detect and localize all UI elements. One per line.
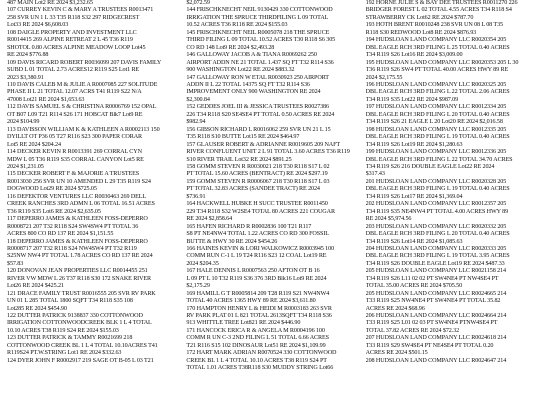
listing-line: T21 R116 S15 102 DINOSAUR Lot51 RE 2024 $1,109.99 bbox=[186, 342, 326, 349]
listing-line: T36 R119 S26 SW4 PT TOTAL 40.00 ACRES HWY 89 RE bbox=[365, 67, 509, 74]
listing-line: 207 HUDSLOAN LAND COMPANY LLC R0024618 214 bbox=[365, 335, 507, 342]
listing-line: 156 GIBSON RICHARD L R0016062 259 SVR UN 21 L 15 bbox=[186, 126, 331, 133]
listing-line: IRRIGATION COTTONWOODCREEK BLK 1 L 4 TOTAL bbox=[7, 320, 152, 327]
listing-line: 2024 $204.35 bbox=[186, 260, 219, 267]
listing-line: 108 DAIGLE PROPERTY AND INVESTMENT LLC bbox=[7, 29, 137, 36]
listing-line: 122 DUTTER PATRICK 9138837 330 COTTONWOOD bbox=[7, 313, 143, 320]
listing-line: R0014415 269 ALPINE RETREAT 2 L 45 T36 R119 bbox=[7, 37, 133, 44]
listing-line: 194 HUDSLOAN LAND COMPANY LLC R0020354 205 bbox=[365, 37, 507, 44]
listing-line: ACRES RE 2024 $68.96 bbox=[365, 305, 425, 312]
listing-line: 144 FRISCHKNECHT NEIL 9130429 330 COTTONWOOD bbox=[186, 7, 333, 14]
listing-line: $2,300.84 bbox=[186, 96, 210, 103]
listing-line: 158 GOMM STEVEN R R0030021 218 T30 R118 S17 L 02 bbox=[186, 163, 330, 170]
listing-line: DBL EAGLE RCH 3RD FILING L 19 TOTAL 0.40 ACRES bbox=[365, 186, 510, 193]
listing-line: DBL EAGLE RCH 3RD FILING L 19 TOTAL 0.40 ACRES bbox=[365, 134, 510, 141]
listing-line: TOTAL 35.00 ACRES RE 2024 $705.50 bbox=[365, 283, 463, 290]
listing-line: TOTAL 1.01 ACRES T38R118 S30 MUDDY STRING Lot66 bbox=[186, 365, 334, 372]
listing-line: 110 DAVIS CALEB M & JULIE A R0007085 227 SOLITUDE bbox=[7, 81, 158, 88]
listing-line: 258 SVR UN 1 L 33 T35 R118 S32 297 RIDGECREST bbox=[7, 14, 140, 21]
listing-line: 900 WASHINGTON Lot22 RE 2024 $883.32 bbox=[186, 67, 295, 74]
listing-line: 206 HUDSLOAN LAND COMPANY LLC R0024664 214 bbox=[365, 313, 507, 320]
listing-line: 202 HUDSLOAN LAND COMPANY LLC R0012357 205 bbox=[365, 201, 507, 208]
listing-line: PHASE II L 21 TOTAL 12.07 ACRS T41 R119 S22 N/A bbox=[7, 89, 142, 96]
listing-line: T34 R119 S26 Lot17 RE 2024 $1,369.04 bbox=[365, 193, 463, 200]
listing-line: BRIDGER FOREST L 02 TOTAL 4.55 ACRES T34 R118 S4 bbox=[365, 7, 512, 14]
listing-line: T33 R119 S25 NW4NE4 PT SW4NE4 PT TOTAL 35.82 bbox=[365, 298, 501, 305]
listing-line: DBL EAGLE RCH 3RD FILING L 25 TOTAL 0.40 ACRES bbox=[365, 44, 510, 51]
listing-line: COTTONWOOD CREEK BL 1 L 4 TOTAL 10.10ACRES T41 bbox=[7, 342, 158, 349]
listing-line: PT TOTAL 32.83 ACRES (SANDEE TRACT) RE 2024 bbox=[186, 186, 320, 193]
listing-line: 913 WHITTLE TREE Lot821 RE 2024 $446.90 bbox=[186, 320, 301, 327]
listing-line: 10.52 ACRES T36 R118 RE 2024 $155.03 bbox=[186, 22, 288, 29]
listing-line: 204 HUDSLOAN LAND COMPANY LLC R0020333 205 bbox=[365, 245, 507, 252]
listing-line: 229 T34 R118 S32 W2SE4 TOTAL 80 ACRES 221 COUGAR bbox=[186, 208, 335, 215]
listing-column-2 bbox=[186, 0, 357, 400]
listing-line: RV PARK PLAT 01 L 821 TOTAL 2613SQFT T34 R118 S36 bbox=[186, 313, 332, 320]
listing-line: 172 HART MARK ADRIAN R0070524 330 COTTONWOOD bbox=[186, 350, 337, 357]
listing-line: $2,175.29 bbox=[186, 283, 210, 290]
listing-line: T33 R119 S25 L01 02 03 PT SW4NE4 PTNW4SE4 PT bbox=[365, 320, 498, 327]
listing-line: IMPROVEMENT ONLY 900 WASHINGTON RE 2024 bbox=[186, 89, 321, 96]
listing-line: S10 RIVER TRAIL Lot32 RE 2024 $891.25 bbox=[186, 156, 292, 163]
listing-line: 203 HUDSLOAN LAND COMPANY LLC R0020332 205 bbox=[365, 223, 507, 230]
listing-line: UN 01 L 285 TOTAL 1800 SQFT T34 R118 S35 108 bbox=[7, 298, 133, 305]
listing-line: 121 DRACE FAMILY TRUST R0016555 205 SVR RV PARK bbox=[7, 290, 156, 297]
listing-line: 2023 $3,380.91 bbox=[7, 74, 44, 81]
listing-line: T35 R118 S10 BUTTE Lot15 RE 2024 $464.97 bbox=[186, 134, 300, 141]
listing-line: L 09 PT L 10 T32 R119 S36 376 3RD Blk16 Lot9 RE 2024 bbox=[186, 275, 327, 282]
listing-line: 124 DYER JOHN F R0002917 219 SAGE OT B-05 L 03 T21 bbox=[7, 357, 154, 364]
listing-line: 145 FRISCHKNECHT NEIL R0005078 218 THE SPRUCE bbox=[186, 29, 330, 36]
listing-line: 192 HORNE JULIE S & BAY DEE TRUSTEES R0011270 226 bbox=[365, 0, 518, 6]
listing-line: Lot285 RE 2024 $454.90 bbox=[7, 305, 67, 312]
listing-line: RE 2024 $5,974.56 bbox=[365, 216, 412, 223]
listing-line: 10.10 ACRES T38 R119 S24 RE 2024 $155.03 bbox=[7, 327, 119, 334]
listing-line: 115 DECKER ROBERT F & MAJORIE A TRUSTEES bbox=[7, 171, 140, 178]
listing-line: 157 GLAUSER ROBERT & ADRIANNE R0019605 209 NAFT bbox=[186, 141, 341, 148]
listing-line: ACRES 800 CO RD 137 RE 2024 $1,151.55 bbox=[7, 231, 114, 238]
listing-line: ACRES RE 2024 $501.15 bbox=[365, 350, 428, 357]
listing-line: TOTAL 37.82 ACRES RE 2024 $72.32 bbox=[365, 327, 460, 334]
listing-line: 198 HUDSLOAN LAND COMPANY LLC R0012335 205 bbox=[365, 126, 507, 133]
listing-line: OT B07 L09 T21 R114 S26 171 HOBCAT Blk7 Lot9 RE bbox=[7, 111, 143, 118]
listing-line: T34 R119 S35 NE4NW4 PT TOTAL 4.00 ACRES HWY 89 bbox=[365, 208, 509, 215]
listing-line: 208 HUDSLOAN LAND COMPANY LLC R0024647 214 bbox=[365, 357, 507, 364]
listing-line: RIVER CONFLUENT UNIT 2 L 91 TOTAL 3.60 ACRES T36 R119 bbox=[186, 149, 350, 156]
listing-line: DBL EAGLE RCH 3RD FILING L 20 TOTAL 0.40 ACRES bbox=[365, 231, 510, 238]
listing-line: T34 R119 S26 L11 02 02 PT SW4NE4 PT NW4SE4 PT bbox=[365, 275, 499, 282]
listing-line: 197 HUDSLOAN LAND COMPANY LLC R0012334 205 bbox=[365, 104, 507, 111]
listing-line: RIVER VW MDW L 26 T37 R118 S30 172 SNAKE RIVER bbox=[7, 275, 152, 282]
listing-line: SHOTOL 0.80 ACRES ALPINE MEADOW LOOP Lot45 bbox=[7, 44, 146, 51]
listing-column-3 bbox=[366, 0, 537, 400]
listing-line: 169 HAMILL G T R0005814 209 T28 R119 S21 NW4NW4 bbox=[186, 290, 330, 297]
listing-line: T34 R119 S35 Lot22 RE 2024 $987.09 bbox=[365, 96, 459, 103]
listing-line: 114 DECKER KEVIN R R0013391 269 CORRAL CYN bbox=[7, 149, 142, 156]
listing-line: 2024 $1,231.05 bbox=[7, 163, 44, 170]
listing-line: 107 CURREY KEVIN C & MARY A TRUSTEES R0013471 bbox=[7, 7, 154, 14]
listing-line: 205 HUDSLOAN LAND COMPANY LLC R0021158 214 bbox=[365, 268, 506, 275]
listing-line: 487 MAIN Lot2 RE 2024 $3,232.65 bbox=[7, 0, 93, 6]
listing-line: SUBD L 01 TOTAL 2.73 ACRES12 R119 S25 Lot1 RE bbox=[7, 67, 140, 74]
listing-line: PT TOTAL 15.60 ACRES (BENTRACT) RE 2024 $297.19 bbox=[186, 171, 328, 178]
listing-line: 146 GALLOWAY JACOB A & TIANA R0069262 250 bbox=[186, 52, 317, 59]
listing-line: 113 DAVISSON WILLIAM K & KATHLEEN A R0002113 150 bbox=[7, 126, 160, 133]
listing-line: R118 S30 REDWOOD Lot8 RE 2024 $876.93 bbox=[365, 29, 477, 36]
listing-line: 166 HAINES KEVIN & LORI WALKOWICZ R0003945 100 bbox=[186, 245, 335, 252]
listing-line: DBL EAGLE RCH 3RD FILING L 20 TOTAL 0.40 ACRES bbox=[365, 111, 510, 118]
listing-line: Lot33 RE 2024 $6,608.03 bbox=[7, 22, 69, 29]
listing-line: IRRIGATION THE SPRUCE THIRDFILING L 09 TOTAL bbox=[186, 14, 329, 21]
listing-line: 193 HOTH BRENT R0010248 238 SVR UN 08 L 08 T35 bbox=[365, 22, 503, 29]
legal-notice-page bbox=[7, 0, 537, 400]
listing-line: 2024 $104.99 bbox=[7, 119, 40, 126]
listing-line: MDW L 05 T36 R119 S35 CORRAL CANYON Lot5 RE bbox=[7, 156, 144, 163]
listing-line: 123 DUTTER PATRICK & TAMMY R0021699 218 bbox=[7, 335, 133, 342]
listing-line: 199 HUDSLOAN LAND COMPANY LLC R0012336 205 bbox=[365, 149, 507, 156]
listing-line: 201 HUDSLOAN LAND COMPANY LLC R0020328 205 bbox=[365, 178, 507, 185]
listing-line: AIRPORT ADDN NE 21 TOTAL 1.437 SQ FT T32 R114 S36 bbox=[186, 59, 334, 66]
listing-line: T34 R119 S26 Lot19 RE 2024 $1,280.63 bbox=[365, 141, 463, 148]
listing-line: 117 DEPERRO JAMES & KATHLEEN FOSS-DEPERRO bbox=[7, 216, 148, 223]
listing-line: 116 DEFEKTOR VENTURES LLC R0030463 269 DELL bbox=[7, 193, 147, 200]
listing-line: DOGWOOD Lot29 RE 2024 $725.05 bbox=[7, 186, 97, 193]
listing-line: 147 GALLOWAY RON W ETAL R0030923 250 AIRPORT bbox=[186, 74, 329, 81]
listing-line: 164 HACKWELL HUBKE H SUCC TRUSTEE R0011450 bbox=[186, 201, 328, 208]
listing-line: 2024 $2,175.55 bbox=[365, 74, 403, 81]
listing-line: R0008717 207 T32 R118 S24 NW4SW4 PT T32 R119 bbox=[7, 245, 137, 252]
listing-line: T34 R119 S26 21 EAGLE L 20 Lot20 RE 2024 $2,016.58 bbox=[365, 119, 503, 126]
listing-line: R0013030 256 SVR UN 10 AMENDED L 29 T35 R119 S24 bbox=[7, 178, 151, 185]
listing-line: ADDN II L 22 TOTAL 14375 SQ FT T32 R114 S36 bbox=[186, 81, 310, 88]
listing-line: 159 GOMM STEVEN R R0006067 218 T30 R118 S17 L 03 bbox=[186, 178, 330, 185]
listing-line: CREEK BL 1 L 4 TOTAL 10.10 ACRES T38 R119 S24 PT bbox=[186, 357, 327, 364]
listing-line: RE 2024 $2,858.64 bbox=[186, 216, 233, 223]
listing-line: 118 DEPERRO JAMES & KATHLEEN FOSS-DEPERRO bbox=[7, 238, 148, 245]
listing-line: 109 DAVIS RICARD ROBERT R0036099 207 DAVIS FAMILY bbox=[7, 59, 162, 66]
listing-line: T34 R119 S26 Lot14 RE 2024 $1,085.63 bbox=[365, 238, 463, 245]
listing-line: DYILLT OT P36 05 T27 R116 S23 300 PAPER CORAR bbox=[7, 134, 143, 141]
listing-line: T34 R119 S26 Lot16 RE 2024 $3,009.00 bbox=[365, 52, 463, 59]
listing-line: 196 HUDSLOAN LAND COMPANY LLC R0020325 205 bbox=[365, 81, 507, 88]
listing-line: S8 PT NE4NW4 TOTAL 1.22 ACRES CO RD 300 FOSSIL bbox=[186, 231, 329, 238]
listing-line: S25NW NW4 PT TOTAL 1.78 ACRES CO RD 137 RE 2024 bbox=[7, 253, 153, 260]
listing-line: COMM R UN C-3 2ND FILING L 51 TOTAL 6.66 ACRES bbox=[186, 335, 329, 342]
listing-line: 167 HALE DENNIS L R0007563 250 AFTON OT B 16 bbox=[186, 268, 320, 275]
listing-line: CREEK RANCHES 3RD ADMN L 06 TOTAL 16.51 ACRES bbox=[7, 201, 155, 208]
listing-line: T33 R119 S29 SW4SE4 PT NE4SE4 PT TOTAL 0.20 bbox=[365, 342, 494, 349]
listing-column-1 bbox=[7, 0, 178, 400]
listing-line: 205 HUDSLOAN LAND COMPANY LLC R0024665 214 bbox=[365, 290, 507, 297]
listing-line: $2,072.59 bbox=[186, 0, 210, 6]
listing-line: 112 DAVIS SAMUEL S & CHRISTINA R0006769 152 OPAL bbox=[7, 104, 157, 111]
listing-line: THIRD FILING L 09 TOTAL 10.52 ACRES T30 R118 S6 305 bbox=[186, 37, 336, 44]
listing-line: Lot26 RE 2024 $425.21 bbox=[7, 283, 64, 290]
listing-line: $317.43 bbox=[365, 171, 385, 178]
listing-line: DBL EAGLE RCH 3RD FILING L 22 TOTAL 34.70 ACRES bbox=[365, 156, 513, 163]
listing-line: R0008721 207 T32 R118 S24 SW4SW4 PT TOTAL 36 bbox=[7, 223, 139, 230]
listing-line: $982.94 bbox=[186, 119, 206, 126]
listing-line: RE 2024 $776.88 bbox=[7, 52, 49, 59]
listing-line: TOTAL 40 ACRES 1365 HWY 89 RE 2024 $3,611.80 bbox=[186, 298, 316, 305]
listing-line: T34 R119 S26 216 DOUBLE EAGLE Lot22 RE 2024 bbox=[365, 163, 495, 170]
listing-line: 47008 Lot21 RE 2024 $1,653.63 bbox=[7, 96, 85, 103]
listing-line: $736.91 bbox=[186, 193, 206, 200]
listing-line: $57.83 bbox=[7, 260, 24, 267]
listing-line: BUTTE & HWY 30 RE 2024 $454.26 bbox=[186, 238, 278, 245]
listing-line: STRAWBERRY CK Lot62 RE 2024 $787.70 bbox=[365, 14, 474, 21]
listing-line: 226 T34 R118 S20 SE4SE4 PT TOTAL 0.50 ACRES RE 2024 bbox=[186, 111, 335, 118]
listing-line: DBL EAGLE RCH 3RD FILING L 22 TOTAL 2.06 ACRES bbox=[365, 89, 510, 96]
listing-line: 195 HUDSLOAN LAND COMPANY LLC R0020353 205 L 30 bbox=[365, 59, 519, 66]
listing-line: 165 HAFEN RICHARD R R0002836 100 T21 R117 bbox=[186, 223, 312, 230]
listing-line: CO RD 148 Lot9 RE 2024 $2,493.28 bbox=[186, 44, 275, 51]
listing-line: T34 R119 S26 DOUBLE EAGLE Lot19 RE 2024 $487.33 bbox=[365, 260, 505, 267]
listing-line: 171 HANCOCK ERICA R & ANGELA M R0004196 100 bbox=[186, 327, 325, 334]
listing-line: R119S24 PT.W.STRING Lot1 RE 2024 $332.63 bbox=[7, 350, 122, 357]
listing-line: Lot5 RE 2024 $204.24 bbox=[7, 141, 61, 148]
listing-line: 152 GEDDES JOEL III & JESSICA TRUSTEES R0027386 bbox=[186, 104, 329, 111]
listing-line: T36 R119 S35 Lot6 RE 2024 $2,635.05 bbox=[7, 208, 101, 215]
listing-line: 170 HAMPTON HENRY L & HEIDI M R0003183 263 SVR bbox=[186, 305, 332, 312]
listing-line: DBL EAGLE RCH 3RD FILING L 19 TOTAL 3.95 ACRES bbox=[365, 253, 510, 260]
listing-line: COMM RUN C-1 L 19 T24 R116 S23 12 COAL Lot19 RE bbox=[186, 253, 327, 260]
listing-line: 120 DONOVAN JEAN PROPERTIES LLC R0014455 251 bbox=[7, 268, 148, 275]
